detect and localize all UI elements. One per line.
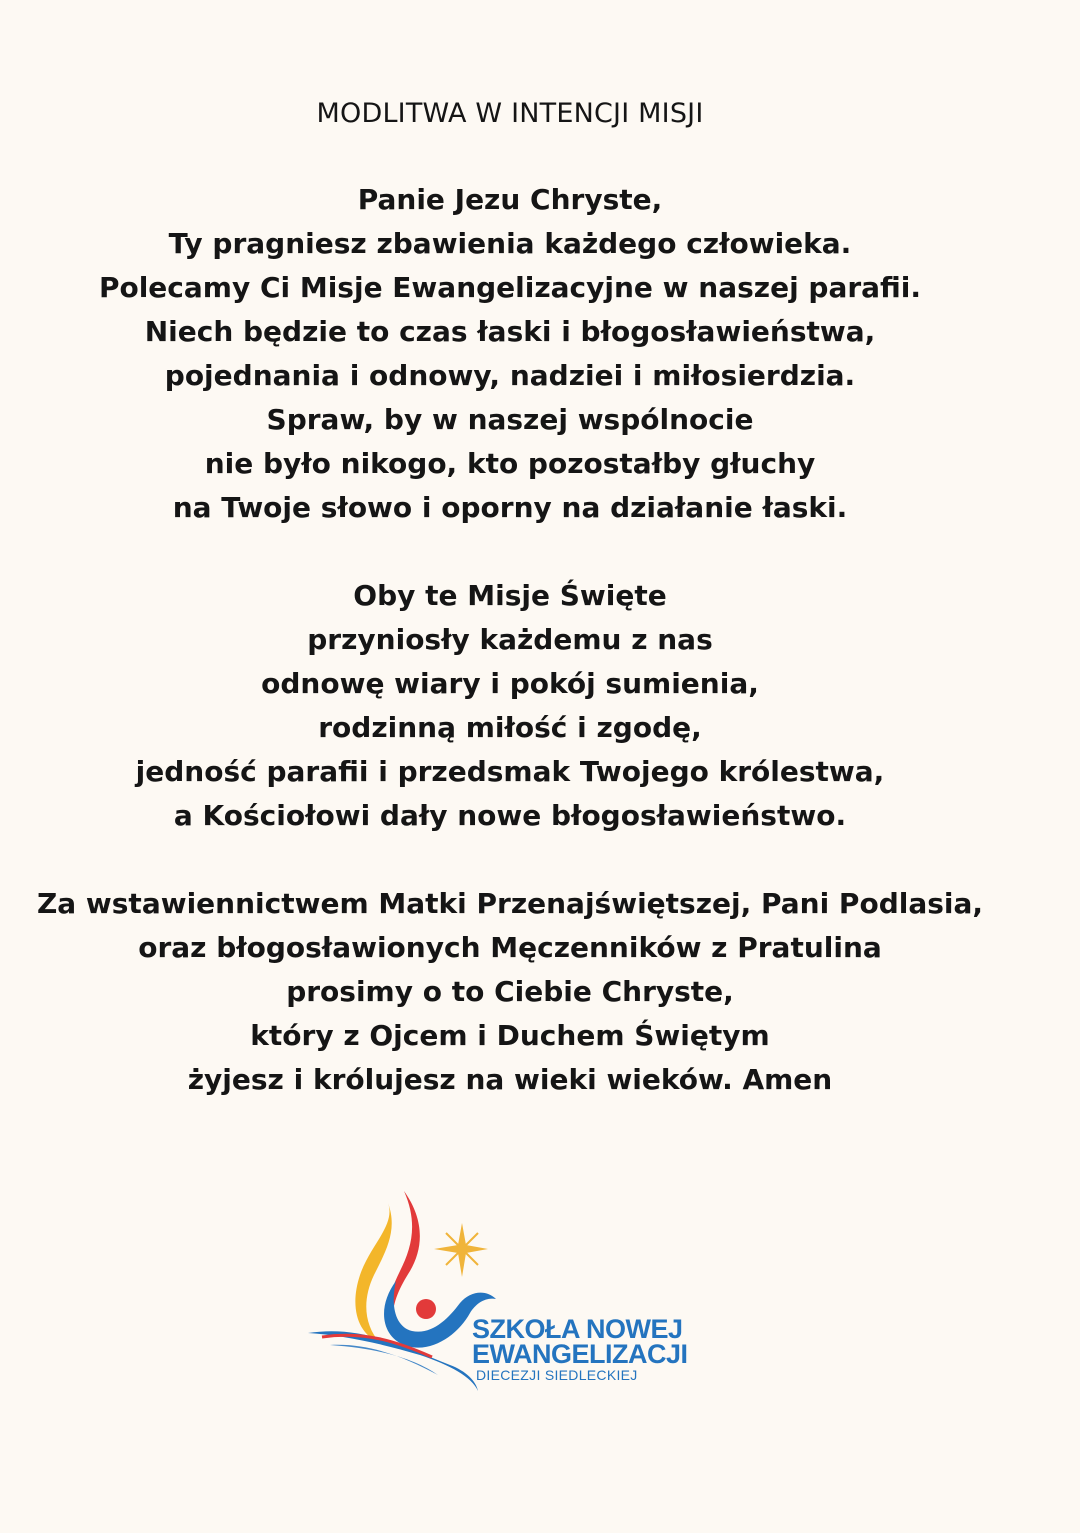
prayer-line: Za wstawiennictwem Matki Przenajświętszej, Pani Podlasia, — [36, 887, 984, 920]
prayer-line: jedność parafii i przedsmak Twojego królestwa, — [135, 755, 885, 788]
prayer-line: Polecamy Ci Misje Ewangelizacyjne w naszej parafii. — [98, 271, 922, 304]
prayer-line: pojednania i odnowy, nadziei i miłosierdzia. — [164, 359, 856, 392]
prayer-line: przyniosły każdemu z nas — [307, 623, 713, 656]
prayer-line: Panie Jezu Chryste, — [357, 183, 663, 216]
prayer-line: odnowę wiary i pokój sumienia, — [261, 667, 759, 700]
prayer-stanza-3 — [0, 882, 1020, 1102]
prayer-stanza-2 — [0, 574, 1020, 838]
prayer-line: nie było nikogo, kto pozostałby głuchy — [204, 447, 816, 480]
school-logo — [300, 1185, 740, 1400]
prayer-line: Oby te Misje Święte — [353, 579, 667, 612]
prayer-line: Niech będzie to czas łaski i błogosławieństwa, — [144, 315, 876, 348]
prayer-line: Ty pragniesz zbawienia każdego człowieka. — [168, 227, 852, 260]
prayer-line: a Kościołowi dały nowe błogosławieństwo. — [173, 799, 847, 832]
logo-line-1: SZKOŁA NOWEJ — [472, 1314, 683, 1344]
prayer-line: rodzinną miłość i zgodę, — [318, 711, 702, 744]
prayer-line: żyjesz i królujesz na wieki wieków. Amen — [187, 1063, 833, 1096]
prayer-line: oraz błogosławionych Męczenników z Pratulina — [138, 931, 882, 964]
logo-wordmark — [472, 1314, 688, 1384]
prayer-line: na Twoje słowo i oporny na działanie łaski. — [172, 491, 848, 524]
prayer-line: Spraw, by w naszej wspólnocie — [266, 403, 754, 436]
logo-line-3: DIECEZJI SIEDLECKIEJ — [476, 1367, 638, 1383]
prayer-stanza-1 — [0, 178, 1020, 530]
logo-line-2: EWANGELIZACJI — [472, 1339, 688, 1369]
prayer-line: prosimy o to Ciebie Chryste, — [286, 975, 734, 1008]
prayer-line: który z Ojcem i Duchem Świętym — [250, 1019, 770, 1052]
prayer-title: MODLITWA W INTENCJI MISJI — [316, 98, 704, 129]
